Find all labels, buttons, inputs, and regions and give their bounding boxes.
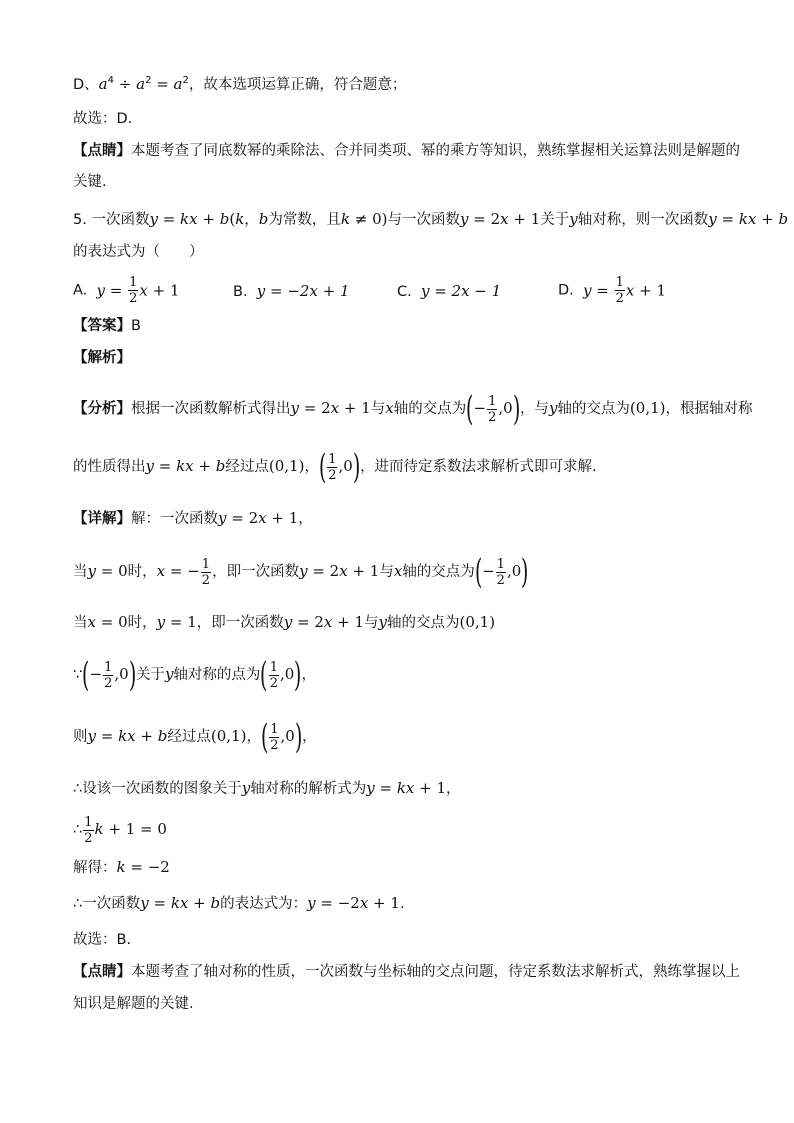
detail-line4: ∵(− $\frac{1}{2}$ ,0)关于y轴对称的点为( $\frac{1}{2}$ ,0)， — [73, 655, 317, 695]
question-5-line2: 的表达式为（ ） — [73, 244, 204, 260]
detail-line5: 则y = kx + b经过点(0,1)，( $\frac{1}{2}$ ,0)， — [73, 717, 317, 757]
options-row — [73, 275, 733, 315]
option-a: A. y = $\frac{1}{2}$ x + 1 — [73, 275, 180, 306]
option-b: B. y = −2x + 1 — [233, 282, 350, 300]
option-d: D. y = $\frac{1}{2}$ x + 1 — [558, 275, 666, 306]
detail-line6: ∴设该一次函数的图象关于y轴对称的解析式为y = kx + 1， — [73, 779, 461, 797]
fenxi-line1: 【分析】根据一次函数解析式得出y = 2x + 1与x轴的交点为(− $\frac{1}{2}$ ,0)，与y轴的交点为(0,1)，根据轴对称 — [73, 389, 753, 429]
analysis-heading: 【解析】 — [73, 350, 131, 366]
detail-line3: 当x = 0时，y = 1，即一次函数y = 2x + 1与y轴的交点为(0,1) — [73, 613, 496, 631]
question-5: 5. 一次函数y = kx + b(k，b为常数，且k ≠ 0)与一次函数y = 2x + 1关于y轴对称，则一次函数y = kx + b — [73, 210, 789, 228]
comment-line2: 知识是解题的关键. — [73, 996, 194, 1012]
detail-line1: 【详解】解：一次函数y = 2x + 1， — [73, 509, 313, 527]
detail-line2: 当y = 0时，x = − $\frac{1}{2}$ ，即一次函数y = 2x + 1与x轴的交点为(− $\frac{1}{2}$ ,0) — [73, 552, 529, 592]
detail-line8: 解得：k = −2 — [73, 858, 170, 876]
comment: 【点睛】本题考查了轴对称的性质，一次函数与坐标轴的交点问题，待定系数法求解析式，熟练掌握以上 — [73, 964, 740, 980]
prev-comment: 【点睛】本题考查了同底数幂的乘除法、合并同类项、幂的乘方等知识，熟练掌握相关运算法则是解题的 — [73, 143, 740, 159]
fenxi-line2: 的性质得出y = kx + b经过点(0,1)，( $\frac{1}{2}$ ,0)，进而待定系数法求解析式即可求解. — [73, 447, 597, 487]
prev-option-d: D、$a^4 \div a^2 = a^2$，故本选项运算正确，符合题意； — [73, 75, 407, 93]
prev-comment-line2: 关键. — [73, 174, 107, 190]
option-c: C. y = 2x − 1 — [397, 282, 502, 300]
detail-line7: ∴ $\frac{1}{2}$ k + 1 = 0 — [73, 814, 167, 846]
detail-line9: ∴一次函数y = kx + b的表达式为：y = −2x + 1. — [73, 894, 405, 912]
detail-choice: 故选：B. — [73, 932, 132, 948]
prev-choice: 故选：D. — [73, 111, 133, 127]
answer: 【答案】B — [73, 318, 141, 334]
